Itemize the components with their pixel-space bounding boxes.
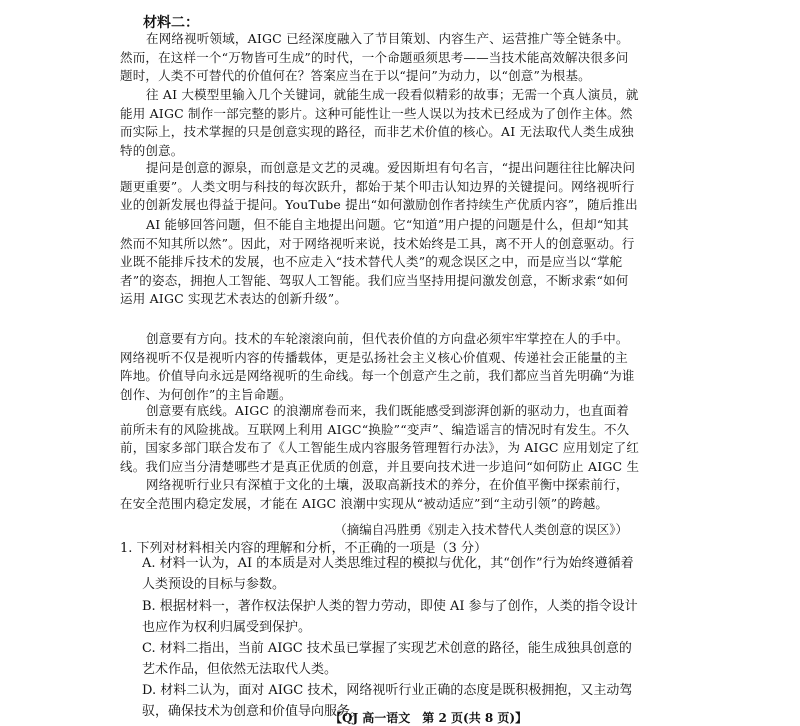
paragraph-6: 创意要有底线。AIGC 的浪潮席卷而来，我们既能感受到澎湃创新的驱动力，也直面着前所未有的风险挑战。互联网上利用 AIGC“换脸”“变声”、编造谣言的情况时有发生。不久前，国家多部门联合发布了《人工智能生成内容服务管理暂行办法》，为 AIGC 应用划定了红线。我们应当分清楚哪些才是真正优质的创意，并且要向技术进一步追问“如何防止 AIGC 生: [120, 403, 640, 474]
paragraph-4: AI 能够回答问题，但不能自主地提出问题。它“知道”用户提的问题是什么，但却“知其然而不知其所以然”。因此，对于网络视听来说，技术始终是工具，离不开人的创意驱动。行业既不能排斥技术的发展，也不应走入“技术替代人类”的观念误区之中，而是应当以“掌舵者”的姿态，拥抱人工智能、驾驭人工智能。我们应当坚持用提问激发创意，不断求索“如何运用 AIGC 实现艺术表达的创新升级”。: [120, 217, 635, 306]
paragraph-1: 在网络视听领域，AIGC 已经深度融入了节目策划、内容生产、运营推广等全链条中。然而，在这样一个“万物皆可生成”的时代，一个命题亟须思考——当技术能高效解决很多问题时，人类不可替代的价值何在？答案应当在于以“提问”为动力，以“创意”为根基。: [120, 31, 629, 83]
paragraph-7: 网络视听行业只有深植于文化的土壤，汲取高新技术的养分，在价值平衡中探索前行，在安全范围内稳定发展，才能在 AIGC 浪潮中实现从“被动适应”到“主动引领”的跨越。: [120, 477, 629, 511]
option-a: A. 材料一认为，AI 的本质是对人类思维过程的模拟与优化，其“创作”行为始终遵循着人类预设的目标与参数。: [142, 556, 634, 592]
option-c: C. 材料二指出，当前 AIGC 技术虽已掌握了实现艺术创意的路径，能生成独具创意的艺术作品，但依然无法取代人类。: [142, 641, 632, 677]
option-b: B. 根据材料一，著作权法保护人类的智力劳动，即使 AI 参与了创作，人类的指令设计也应作为权利归属受到保护。: [142, 599, 638, 635]
option-d: D. 材料二认为，面对 AIGC 技术，网络视听行业正确的态度是既积极拥抱，又主动驾驭，确保技术为创意和价值导向服务。: [142, 683, 633, 719]
paragraph-5: 创意要有方向。技术的车轮滚滚向前，但代表价值的方向盘必须牢牢掌控在人的手中。网络视听不仅是视听内容的传播载体，更是弘扬社会主义核心价值观、传递社会正能量的主阵地。价值导向永远是网络视听的生命线。每一个创意产生之前，我们都应当首先明确“为谁创作、为何创作”的主旨命题。: [120, 331, 635, 402]
page-footer: 【QJ 高一语文 第 2 页(共 8 页)】: [330, 711, 528, 725]
source-citation: （摘编自冯胜勇《别走入技术替代人类创意的误区》）: [334, 522, 628, 537]
paragraph-2: 往 AI 大模型里输入几个关键词，就能生成一段看似精彩的故事；无需一个真人演员，就能用 AIGC 制作一部完整的影片。这种可能性让一些人误以为技术已经成为了创作主体。然而实际上，技术掌握的只是创意实现的路径，而非艺术价值的核心。AI 无法取代人类生成独特的创意。: [120, 87, 639, 158]
material-heading: 材料二：: [143, 15, 199, 31]
paragraph-3: 提问是创意的源泉，而创意是文艺的灵魂。爱因斯坦有句名言，“提出问题往往比解决问题更重要”。人类文明与科技的每次跃升，都始于某个叩击认知边界的关键提问。网络视听行业的创新发展也得益于提问。YouTube 提出“如何激励创作者持续生产优质内容”，随后推出: [120, 160, 638, 212]
question-1-stem: 1. 下列对材料相关内容的理解和分析，不正确的一项是（3 分）: [120, 541, 487, 556]
